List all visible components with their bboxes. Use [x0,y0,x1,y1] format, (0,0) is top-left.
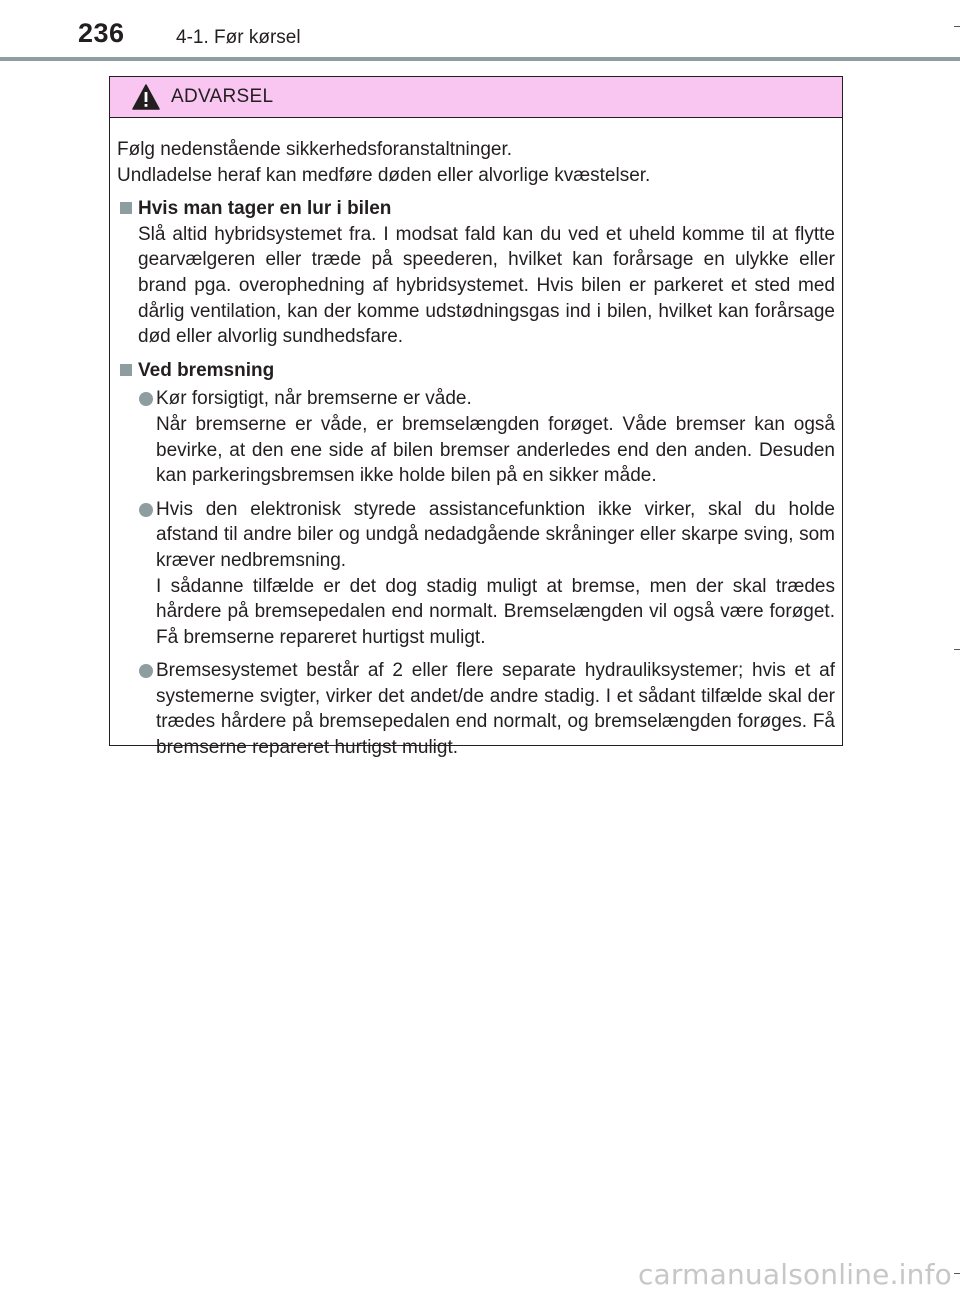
list-item-line: Kør forsigtigt, når bremserne er våde. [156,388,472,410]
page-header [0,0,960,62]
warning-box [109,76,843,759]
list-item [117,497,835,651]
section-heading-text: Ved bremsning [138,359,275,381]
dot-bullet-icon [139,503,153,517]
square-bullet-icon [120,364,132,376]
header-rule [0,57,960,61]
intro-line: Følg nedenstående sikkerhedsforanstaltninger. [117,139,513,160]
watermark: carmanualsonline.info [637,1258,952,1291]
dot-bullet-icon [139,664,153,678]
warning-triangle-icon [132,84,160,110]
warning-title: ADVARSEL [171,86,274,107]
list-item-line: I sådanne tilfælde er det dog stadig muligt at bremse, men der skal trædes hårdere på bremsepedalen end normalt. Bremselængden vil også være forøget. Få bremserne repareret hurtigst muligt. [156,575,835,648]
intro-line: Undladelse heraf kan medføre døden eller alvorlige kvæstelser. [117,164,651,186]
warning-body [110,118,842,761]
section-title: 4-1. Før kørsel [176,27,301,48]
list-item [117,386,835,488]
page-number: 236 [78,18,125,48]
square-bullet-icon [120,202,132,214]
list-item [117,658,835,760]
section-heading [117,358,835,384]
section-heading-text: Hvis man tager en lur i bilen [138,198,392,220]
section-heading [117,196,835,222]
list-item-line: Hvis den elektronisk styrede assistancefunktion ikke virker, skal du holde afstand til andre biler og undgå nedadgående skråninger eller skarpe sving, som kræver nedbremsning. [156,498,835,571]
section-paragraph: Slå altid hybridsystemet fra. I modsat fald kan du ved et uheld komme til at flytte gearvælgeren eller træde på speederen, hvilket kan forårsage en ulykke eller brand pga. overophedning af hybridsystemet. Hvis bilen er parkeret et sted med dårlig ventilation, kan der komme udstødningsgas ind i bilen, hvilket kan forårsage død eller alvorlig sundhedsfare. [138,223,835,348]
list-item-line: Når bremserne er våde, er bremselængden forøget. Våde bremser kan også bevirke, at den ene side af bilen bremser anderledes end den anden. Desuden kan parkeringsbremsen ikke holde bilen på en sikker måde. [156,413,835,487]
crop-mark [954,649,960,650]
dot-bullet-icon [139,392,153,406]
list-item-line: Bremsesystemet består af 2 eller flere separate hydrauliksystemer; hvis et af systemerne svigter, virker det andet/de andre stadig. I et sådant tilfælde skal der trædes hårdere på bremsepedalen end normalt, og bremselængden forøges. Få bremserne repareret hurtigst muligt. [156,660,835,759]
warning-header [110,77,842,118]
crop-mark [954,1273,960,1274]
crop-mark [954,26,960,27]
